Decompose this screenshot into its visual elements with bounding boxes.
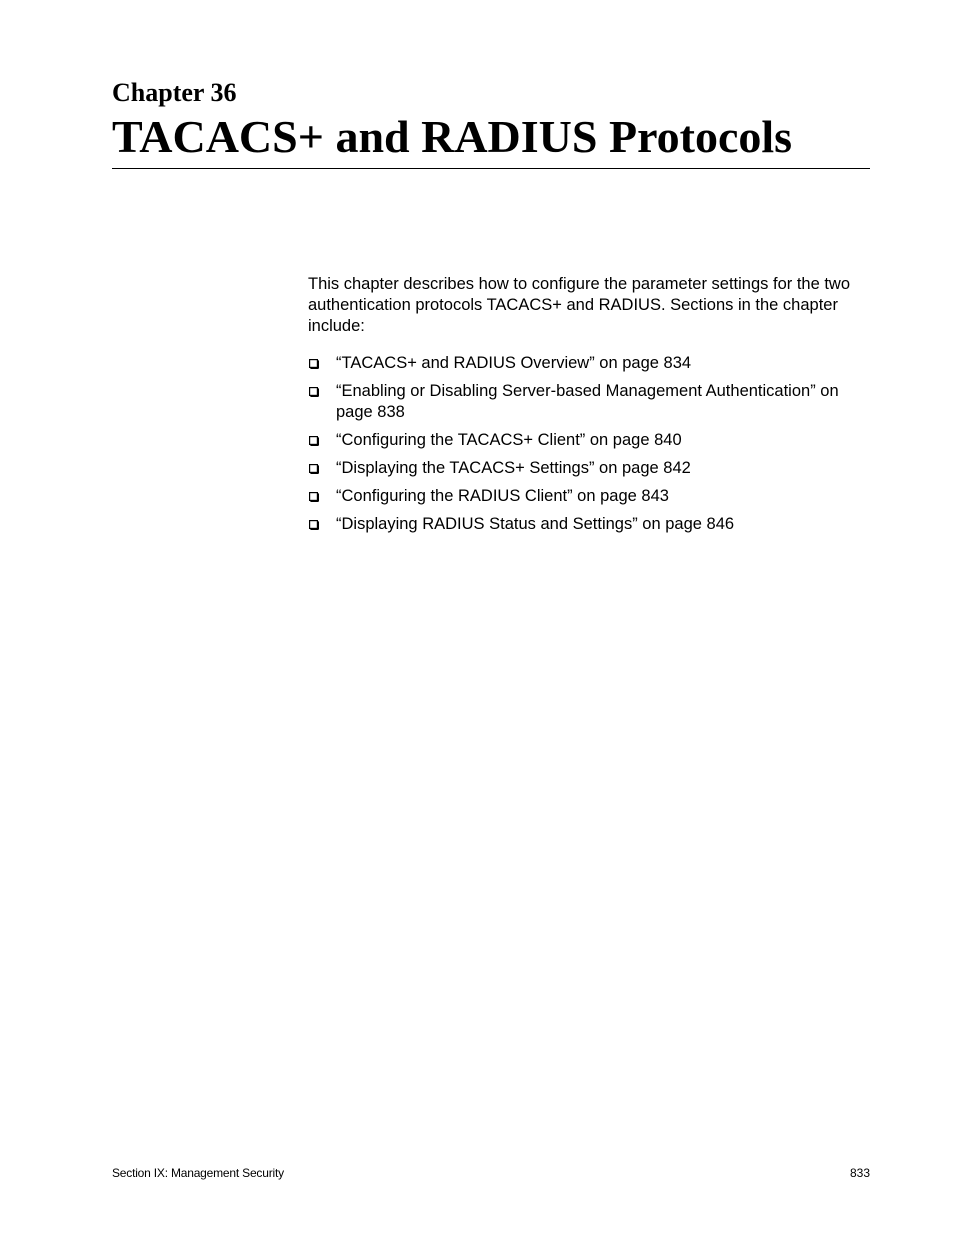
- hollow-square-bullet-icon: [309, 520, 319, 530]
- section-list-item[interactable]: [308, 486, 873, 507]
- hollow-square-bullet-icon: [309, 387, 319, 397]
- section-link-text[interactable]: “Configuring the RADIUS Client” on page 843: [336, 487, 669, 505]
- page-footer: [112, 1165, 870, 1181]
- chapter-title: TACACS+ and RADIUS Protocols: [112, 111, 793, 162]
- section-list-item[interactable]: [308, 514, 873, 535]
- hollow-square-bullet-icon: [309, 436, 319, 446]
- chapter-content: [308, 274, 873, 542]
- title-divider: [112, 168, 870, 169]
- chapter-label: Chapter 36: [112, 78, 237, 107]
- section-link-text[interactable]: “Displaying the TACACS+ Settings” on page 842: [336, 459, 691, 477]
- section-list-item[interactable]: [308, 381, 873, 423]
- section-list-item[interactable]: [308, 430, 873, 451]
- footer-section-title: Section IX: Management Security: [112, 1166, 284, 1180]
- intro-paragraph: This chapter describes how to configure the parameter settings for the two authentication protocols TACACS+ and RADIUS. Sections in the chapter include:: [308, 275, 851, 335]
- footer-page-number: 833: [849, 1166, 870, 1180]
- hollow-square-bullet-icon: [309, 492, 319, 502]
- section-list-item[interactable]: [308, 353, 873, 374]
- section-link-text[interactable]: “Enabling or Disabling Server-based Management Authentication” on page 838: [336, 382, 839, 421]
- section-link-text[interactable]: “Configuring the TACACS+ Client” on page 840: [336, 431, 682, 449]
- section-list: [308, 353, 873, 535]
- hollow-square-bullet-icon: [309, 359, 319, 369]
- section-link-text[interactable]: “Displaying RADIUS Status and Settings” on page 846: [336, 515, 735, 533]
- hollow-square-bullet-icon: [309, 464, 319, 474]
- section-link-text[interactable]: “TACACS+ and RADIUS Overview” on page 834: [336, 354, 692, 372]
- section-list-item[interactable]: [308, 458, 873, 479]
